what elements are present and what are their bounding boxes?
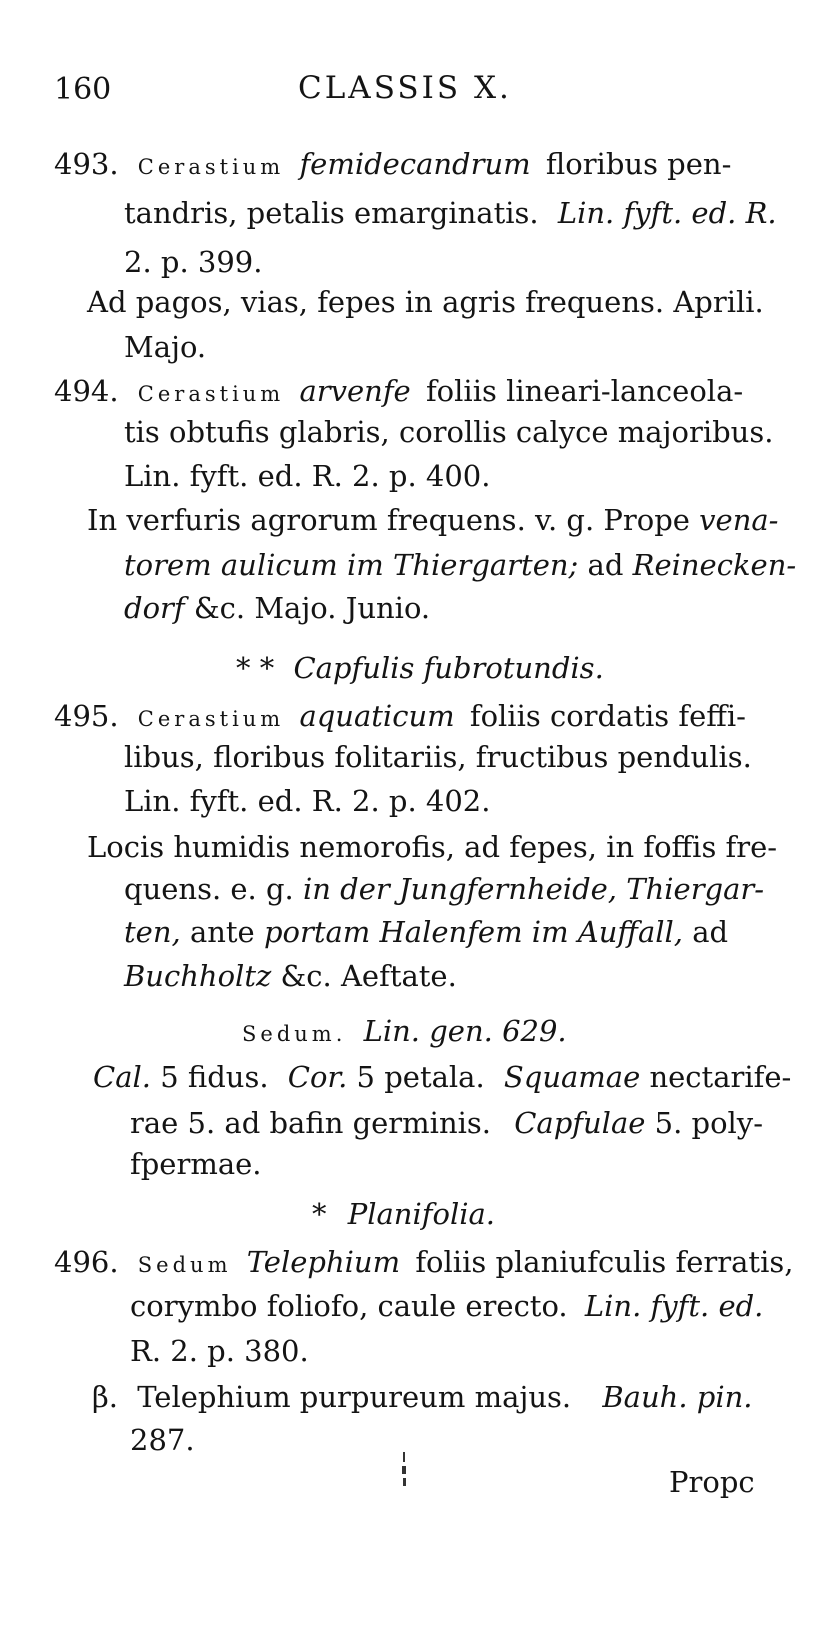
entry-495-line-1 (54, 696, 746, 739)
habitat-493-line-2: Majo. (124, 330, 207, 364)
entry-494-line-1 (54, 371, 743, 414)
species-name: Telephium (246, 1245, 401, 1279)
entry-text: foliis lineari-lanceola- (425, 374, 744, 408)
variety-marker: β. (92, 1380, 118, 1414)
genus-description-line-2 (130, 1103, 763, 1143)
asterisk: * (312, 1197, 327, 1231)
entry-number: 493. (54, 147, 119, 181)
printer-mark (400, 1452, 408, 1488)
desc-term: Squamae (503, 1060, 641, 1094)
habitat-495-line-1: Locis humidis nemorofis, ad fepes, in foffis fre- (87, 830, 778, 864)
habitat-493-line-1: Ad pagos, vias, fepes in agris frequens. Aprili. (87, 285, 764, 319)
habitat-495-line-2 (124, 869, 764, 909)
entry-496-line-2 (130, 1286, 763, 1326)
species-name: aquaticum (299, 699, 455, 733)
place-name: vena- (699, 503, 779, 537)
asterisks: * * (236, 651, 275, 685)
habitat-494-line-2 (124, 545, 796, 585)
entry-495-line-3: Lin. fyft. ed. R. 2. p. 402. (124, 784, 491, 818)
entry-text: ad (587, 548, 624, 582)
place-name: in der Jungfernheide, Thiergar- (303, 872, 765, 906)
habitat-494-line-1 (87, 500, 778, 540)
habitat-495-line-3 (124, 912, 728, 952)
entry-number: 495. (54, 699, 119, 733)
entry-text: ad (692, 915, 729, 949)
desc-text: 5. poly- (654, 1106, 763, 1140)
entry-text: In verfuris agrorum frequens. v. g. Prope (87, 503, 690, 537)
reference: Lin. fyft. ed. (584, 1289, 764, 1323)
entry-493-line-2 (124, 193, 777, 233)
entry-text: foliis cordatis feffi- (469, 699, 746, 733)
page-title: CLASSIS X. (298, 70, 512, 106)
desc-term: Capfulae (514, 1106, 646, 1140)
entry-text: &c. Majo. Junio. (193, 591, 431, 625)
entry-493-line-3: 2. p. 399. (124, 245, 263, 279)
place-name: dorf (124, 591, 185, 625)
habitat-495-line-4 (124, 956, 457, 996)
subheading (236, 648, 604, 688)
reference: Bauh. pin. (602, 1380, 753, 1414)
page-number: 160 (54, 72, 112, 107)
place-name: Buchholtz (124, 959, 272, 993)
habitat-494-line-3 (124, 588, 430, 628)
place-name: torem aulicum im Thiergarten; (124, 548, 579, 582)
genus-name: Sedum. (242, 1022, 347, 1046)
entry-text: quens. e. g. (124, 872, 294, 906)
entry-493-line-1 (54, 144, 731, 187)
place-name: Reinecken- (632, 548, 797, 582)
genus-name: Cerastium (137, 707, 285, 731)
entry-number: 494. (54, 374, 119, 408)
entry-496-line-1 (54, 1242, 793, 1285)
species-name: arvenfe (299, 374, 411, 408)
subheading-text: Capfulis fubrotundis. (293, 651, 604, 685)
genus-description-line-3: fpermae. (130, 1147, 262, 1181)
entry-text: &c. Aeftate. (280, 959, 457, 993)
variety-beta-line-2: 287. (130, 1423, 195, 1457)
reference: Lin. gen. 629. (363, 1014, 567, 1048)
genus-description-line-1 (93, 1057, 791, 1097)
desc-term: Cal. (93, 1060, 151, 1094)
desc-text: 5 petala. (356, 1060, 485, 1094)
desc-text: 5 fidus. (160, 1060, 269, 1094)
catchword: Propc (669, 1465, 755, 1499)
genus-heading (242, 1011, 567, 1054)
desc-term: Cor. (287, 1060, 348, 1094)
genus-name: Cerastium (137, 382, 285, 406)
variety-beta-line-1 (92, 1377, 753, 1417)
reference: Lin. fyft. ed. R. (557, 196, 777, 230)
entry-text: tandris, petalis emarginatis. (124, 196, 539, 230)
subheading (312, 1194, 495, 1234)
entry-495-line-2: libus, floribus folitariis, fructibus pendulis. (124, 740, 752, 774)
entry-text: ante (189, 915, 255, 949)
entry-text: floribus pen- (545, 147, 732, 181)
genus-name: Cerastium (137, 155, 285, 179)
entry-text: corymbo foliofo, caule erecto. (130, 1289, 568, 1323)
desc-text: rae 5. ad bafin germinis. (130, 1106, 491, 1140)
subheading-text: Planifolia. (347, 1197, 495, 1231)
entry-text: foliis planiufculis ferratis, (415, 1245, 794, 1279)
species-name: femidecandrum (299, 147, 531, 181)
genus-name: Sedum (137, 1253, 232, 1277)
desc-text: nectarife- (649, 1060, 792, 1094)
entry-text: Telephium purpureum majus. (137, 1380, 572, 1414)
place-name: ten, (124, 915, 181, 949)
place-name: portam Halenfem im Auffall, (263, 915, 684, 949)
entry-494-line-2: tis obtufis glabris, corollis calyce majoribus. (124, 415, 774, 449)
entry-496-line-3: R. 2. p. 380. (130, 1334, 309, 1368)
entry-494-line-3: Lin. fyft. ed. R. 2. p. 400. (124, 459, 491, 493)
entry-number: 496. (54, 1245, 119, 1279)
